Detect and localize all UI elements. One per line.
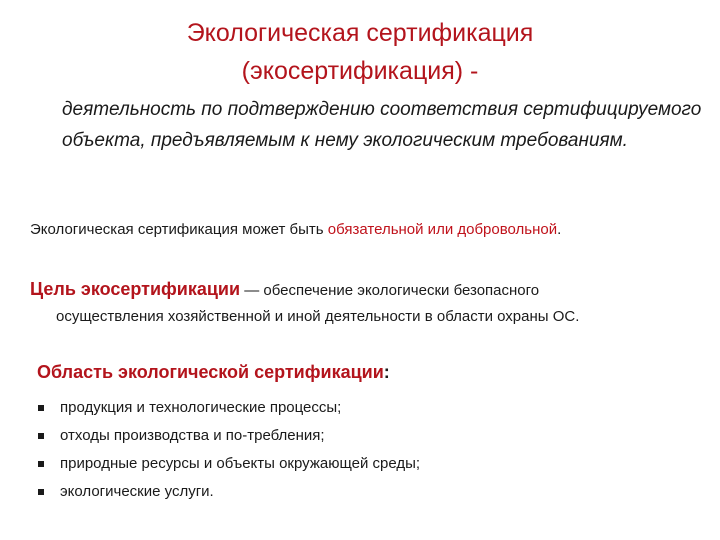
list-item [38,394,420,422]
list-item [38,478,420,506]
list-item-text: природные ресурсы и объекты окружающей среды; [60,455,421,472]
square-bullet-icon [38,405,44,411]
goal-dash: — [240,282,264,299]
definition-text: деятельность по подтверждению соответствия сертифицируемого объекта, предъявляемым к нему экологическим требованиям. [62,99,702,151]
certification-type-paragraph [30,219,700,241]
goal-heading: Цель экосертификации [30,279,241,299]
slide-title-line2: (экосертификация) - [241,57,479,85]
slide-title-line1: Экологическая сертификация [186,19,534,47]
list-item-text: продукция и технологические процессы; [60,399,342,416]
list-item [38,422,420,450]
paragraph-suffix: . [557,221,562,238]
slide-title [0,14,720,90]
goal-text-line1: обеспечение экологически безопасного [263,282,540,299]
scope-heading-text: Область экологической сертификации [37,362,384,382]
scope-list [38,394,420,506]
square-bullet-icon [38,461,44,467]
goal-paragraph [30,276,700,330]
list-item-text: экологические услуги. [60,483,214,500]
scope-heading [37,362,390,383]
paragraph-prefix: Экологическая сертификация может быть [30,221,328,238]
list-item-text: отходы производства и по-требления; [60,427,325,444]
paragraph-highlight: обязательной или добровольной [327,221,558,238]
scope-heading-colon: : [383,362,390,382]
square-bullet-icon [38,489,44,495]
square-bullet-icon [38,433,44,439]
list-item [38,450,420,478]
goal-text-line2: осуществления хозяйственной и иной деятельности в области охраны ОС. [56,308,580,325]
